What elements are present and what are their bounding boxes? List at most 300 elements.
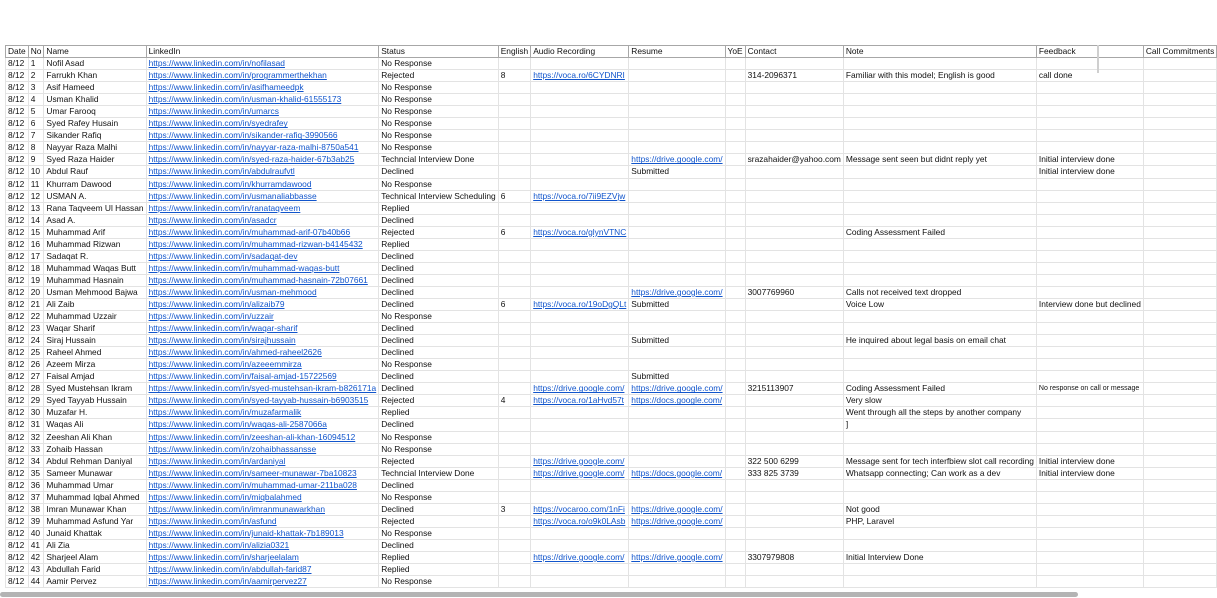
cell-no[interactable]: 42	[28, 551, 44, 563]
cell-no[interactable]: 4	[28, 94, 44, 106]
cell-feedback[interactable]	[1036, 479, 1143, 491]
cell-audio-recording[interactable]	[531, 262, 629, 274]
cell-status[interactable]: Rejected	[379, 226, 499, 238]
cell-yoe[interactable]	[725, 467, 745, 479]
cell-note[interactable]: Initial Interview Done	[843, 551, 1036, 563]
cell-name[interactable]: Sameer Munawar	[44, 467, 146, 479]
cell-note[interactable]	[843, 431, 1036, 443]
cell-english[interactable]	[498, 323, 530, 335]
cell-feedback[interactable]	[1036, 395, 1143, 407]
cell-note[interactable]: Went through all the steps by another company	[843, 407, 1036, 419]
cell-audio-recording[interactable]: https://drive.google.com/	[531, 455, 629, 467]
cell-linkedin[interactable]: https://www.linkedin.com/in/abdullah-farid87	[146, 564, 379, 576]
cell-date[interactable]: 8/12	[6, 551, 29, 563]
cell-linkedin[interactable]: https://www.linkedin.com/in/waqas-ali-2587066a	[146, 419, 379, 431]
cell-name[interactable]: Syed Tayyab Hussain	[44, 395, 146, 407]
cell-status[interactable]: Declined	[379, 503, 499, 515]
cell-linkedin[interactable]: https://www.linkedin.com/in/ardaniyal	[146, 455, 379, 467]
cell-status[interactable]: Replied	[379, 238, 499, 250]
cell-feedback[interactable]: Interview done but declined	[1036, 298, 1143, 310]
cell-resume[interactable]	[629, 576, 725, 588]
cell-english[interactable]	[498, 94, 530, 106]
cell-resume[interactable]	[629, 419, 725, 431]
cell-name[interactable]: Asad A.	[44, 214, 146, 226]
cell-audio-recording[interactable]	[531, 274, 629, 286]
cell-feedback[interactable]: Initial interview done	[1036, 154, 1143, 166]
cell-note[interactable]	[843, 539, 1036, 551]
cell-no[interactable]: 25	[28, 347, 44, 359]
cell-name[interactable]: Muhammad Arif	[44, 226, 146, 238]
cell-name[interactable]: Muzafar H.	[44, 407, 146, 419]
cell-status[interactable]: No Response	[379, 130, 499, 142]
cell-date[interactable]: 8/12	[6, 286, 29, 298]
cell-status[interactable]: Declined	[379, 479, 499, 491]
cell-contact[interactable]	[745, 166, 843, 178]
cell-resume[interactable]	[629, 431, 725, 443]
cell-note[interactable]	[843, 479, 1036, 491]
column-header-linkedin[interactable]: LinkedIn	[146, 46, 379, 58]
cell-linkedin[interactable]: https://www.linkedin.com/in/muhammad-rizwan-b4145432	[146, 238, 379, 250]
cell-call-commitments[interactable]	[1143, 419, 1216, 431]
cell-status[interactable]: Declined	[379, 371, 499, 383]
cell-english[interactable]	[498, 431, 530, 443]
cell-note[interactable]	[843, 250, 1036, 262]
cell-feedback[interactable]	[1036, 551, 1143, 563]
cell-feedback[interactable]: Initial interview done	[1036, 467, 1143, 479]
cell-status[interactable]: Techncial Interview Done	[379, 154, 499, 166]
cell-date[interactable]: 8/12	[6, 106, 29, 118]
cell-yoe[interactable]	[725, 347, 745, 359]
cell-date[interactable]: 8/12	[6, 154, 29, 166]
cell-linkedin[interactable]: https://www.linkedin.com/in/asfund	[146, 515, 379, 527]
cell-call-commitments[interactable]	[1143, 564, 1216, 576]
column-header-english[interactable]: English	[498, 46, 530, 58]
cell-english[interactable]	[498, 407, 530, 419]
cell-date[interactable]: 8/12	[6, 82, 29, 94]
cell-audio-recording[interactable]: https://voca.ro/7ii9EZVjw	[531, 190, 629, 202]
column-header-feedback[interactable]: Feedback	[1036, 46, 1143, 58]
cell-contact[interactable]: 322 500 6299	[745, 455, 843, 467]
cell-note[interactable]: Whatsapp connecting; Can work as a dev	[843, 467, 1036, 479]
cell-no[interactable]: 12	[28, 190, 44, 202]
cell-yoe[interactable]	[725, 202, 745, 214]
cell-yoe[interactable]	[725, 58, 745, 70]
cell-feedback[interactable]	[1036, 274, 1143, 286]
cell-yoe[interactable]	[725, 106, 745, 118]
cell-status[interactable]: No Response	[379, 106, 499, 118]
cell-audio-recording[interactable]	[531, 479, 629, 491]
cell-status[interactable]: Declined	[379, 383, 499, 395]
cell-resume[interactable]: https://drive.google.com/	[629, 286, 725, 298]
cell-feedback[interactable]	[1036, 118, 1143, 130]
cell-english[interactable]	[498, 539, 530, 551]
cell-yoe[interactable]	[725, 286, 745, 298]
cell-resume[interactable]: Submitted	[629, 298, 725, 310]
cell-name[interactable]: Azeem Mirza	[44, 359, 146, 371]
cell-note[interactable]	[843, 214, 1036, 226]
cell-linkedin[interactable]: https://www.linkedin.com/in/faisal-amjad-15722569	[146, 371, 379, 383]
cell-no[interactable]: 8	[28, 142, 44, 154]
cell-name[interactable]: Syed Raza Haider	[44, 154, 146, 166]
cell-note[interactable]	[843, 491, 1036, 503]
cell-status[interactable]: Rejected	[379, 70, 499, 82]
cell-feedback[interactable]	[1036, 202, 1143, 214]
cell-call-commitments[interactable]	[1143, 323, 1216, 335]
cell-name[interactable]: Raheel Ahmed	[44, 347, 146, 359]
cell-audio-recording[interactable]	[531, 142, 629, 154]
cell-name[interactable]: Sharjeel Alam	[44, 551, 146, 563]
cell-status[interactable]: Techncial Interview Done	[379, 467, 499, 479]
cell-call-commitments[interactable]	[1143, 142, 1216, 154]
cell-no[interactable]: 36	[28, 479, 44, 491]
cell-note[interactable]: Not good	[843, 503, 1036, 515]
cell-no[interactable]: 34	[28, 455, 44, 467]
cell-linkedin[interactable]: https://www.linkedin.com/in/sirajhussain	[146, 335, 379, 347]
cell-status[interactable]: No Response	[379, 142, 499, 154]
cell-resume[interactable]	[629, 106, 725, 118]
cell-feedback[interactable]	[1036, 238, 1143, 250]
cell-audio-recording[interactable]: https://drive.google.com/	[531, 467, 629, 479]
cell-linkedin[interactable]: https://www.linkedin.com/in/abdulraufvtl	[146, 166, 379, 178]
column-header-contact[interactable]: Contact	[745, 46, 843, 58]
cell-call-commitments[interactable]	[1143, 431, 1216, 443]
cell-english[interactable]	[498, 178, 530, 190]
cell-resume[interactable]	[629, 118, 725, 130]
cell-no[interactable]: 33	[28, 443, 44, 455]
cell-resume[interactable]: https://drive.google.com/	[629, 383, 725, 395]
cell-resume[interactable]	[629, 347, 725, 359]
cell-feedback[interactable]	[1036, 311, 1143, 323]
cell-feedback[interactable]: No response on call or message	[1036, 383, 1143, 395]
cell-call-commitments[interactable]	[1143, 407, 1216, 419]
cell-call-commitments[interactable]	[1143, 467, 1216, 479]
cell-linkedin[interactable]: https://www.linkedin.com/in/usman-mehmood	[146, 286, 379, 298]
cell-english[interactable]	[498, 154, 530, 166]
column-header-audio-recording[interactable]: Audio Recording	[531, 46, 629, 58]
cell-linkedin[interactable]: https://www.linkedin.com/in/syed-raza-haider-67b3ab25	[146, 154, 379, 166]
cell-resume[interactable]: https://drive.google.com/	[629, 503, 725, 515]
cell-date[interactable]: 8/12	[6, 479, 29, 491]
cell-audio-recording[interactable]	[531, 250, 629, 262]
cell-call-commitments[interactable]	[1143, 359, 1216, 371]
cell-no[interactable]: 35	[28, 467, 44, 479]
cell-name[interactable]: Waqar Sharif	[44, 323, 146, 335]
cell-note[interactable]: Coding Assessment Failed	[843, 383, 1036, 395]
cell-feedback[interactable]	[1036, 190, 1143, 202]
cell-no[interactable]: 29	[28, 395, 44, 407]
cell-status[interactable]: Declined	[379, 286, 499, 298]
cell-note[interactable]	[843, 564, 1036, 576]
cell-no[interactable]: 2	[28, 70, 44, 82]
cell-contact[interactable]	[745, 419, 843, 431]
cell-linkedin[interactable]: https://www.linkedin.com/in/aamirpervez27	[146, 576, 379, 588]
cell-call-commitments[interactable]	[1143, 238, 1216, 250]
cell-name[interactable]: Abdul Rehman Daniyal	[44, 455, 146, 467]
cell-call-commitments[interactable]	[1143, 202, 1216, 214]
cell-english[interactable]	[498, 564, 530, 576]
cell-no[interactable]: 22	[28, 311, 44, 323]
cell-date[interactable]: 8/12	[6, 503, 29, 515]
cell-note[interactable]	[843, 311, 1036, 323]
cell-call-commitments[interactable]	[1143, 130, 1216, 142]
cell-no[interactable]: 19	[28, 274, 44, 286]
cell-feedback[interactable]	[1036, 491, 1143, 503]
cell-no[interactable]: 17	[28, 250, 44, 262]
cell-name[interactable]: Muhammad Waqas Butt	[44, 262, 146, 274]
cell-date[interactable]: 8/12	[6, 70, 29, 82]
cell-resume[interactable]	[629, 214, 725, 226]
cell-english[interactable]	[498, 347, 530, 359]
cell-contact[interactable]	[745, 214, 843, 226]
cell-audio-recording[interactable]: https://vocaroo.com/1nFi	[531, 503, 629, 515]
cell-name[interactable]: Abdul Rauf	[44, 166, 146, 178]
cell-resume[interactable]	[629, 323, 725, 335]
cell-date[interactable]: 8/12	[6, 407, 29, 419]
cell-name[interactable]: Farrukh Khan	[44, 70, 146, 82]
cell-name[interactable]: Muhammad Iqbal Ahmed	[44, 491, 146, 503]
cell-english[interactable]	[498, 238, 530, 250]
cell-linkedin[interactable]: https://www.linkedin.com/in/usman-khalid-61555173	[146, 94, 379, 106]
cell-name[interactable]: Muhammad Asfund Yar	[44, 515, 146, 527]
cell-call-commitments[interactable]	[1143, 395, 1216, 407]
cell-contact[interactable]: 3307979808	[745, 551, 843, 563]
cell-date[interactable]: 8/12	[6, 94, 29, 106]
cell-audio-recording[interactable]	[531, 202, 629, 214]
cell-contact[interactable]	[745, 106, 843, 118]
cell-date[interactable]: 8/12	[6, 347, 29, 359]
cell-audio-recording[interactable]	[531, 238, 629, 250]
cell-audio-recording[interactable]	[531, 118, 629, 130]
cell-contact[interactable]: 3215113907	[745, 383, 843, 395]
cell-note[interactable]	[843, 238, 1036, 250]
cell-status[interactable]: Rejected	[379, 515, 499, 527]
cell-status[interactable]: Declined	[379, 347, 499, 359]
cell-name[interactable]: Muhammad Umar	[44, 479, 146, 491]
column-header-yoe[interactable]: YoE	[725, 46, 745, 58]
cell-yoe[interactable]	[725, 274, 745, 286]
cell-contact[interactable]	[745, 94, 843, 106]
cell-feedback[interactable]	[1036, 106, 1143, 118]
cell-call-commitments[interactable]	[1143, 286, 1216, 298]
cell-resume[interactable]: https://drive.google.com/	[629, 154, 725, 166]
cell-feedback[interactable]	[1036, 371, 1143, 383]
cell-feedback[interactable]	[1036, 359, 1143, 371]
cell-status[interactable]: No Response	[379, 58, 499, 70]
cell-feedback[interactable]	[1036, 443, 1143, 455]
cell-no[interactable]: 13	[28, 202, 44, 214]
cell-english[interactable]	[498, 118, 530, 130]
cell-yoe[interactable]	[725, 407, 745, 419]
cell-status[interactable]: No Response	[379, 118, 499, 130]
cell-name[interactable]: Siraj Hussain	[44, 335, 146, 347]
cell-note[interactable]	[843, 274, 1036, 286]
cell-english[interactable]	[498, 335, 530, 347]
cell-yoe[interactable]	[725, 564, 745, 576]
cell-feedback[interactable]: Initial interview done	[1036, 455, 1143, 467]
cell-status[interactable]: Declined	[379, 274, 499, 286]
cell-status[interactable]: Technical Interview Scheduling	[379, 190, 499, 202]
cell-linkedin[interactable]: https://www.linkedin.com/in/syedrafey	[146, 118, 379, 130]
cell-audio-recording[interactable]	[531, 443, 629, 455]
cell-resume[interactable]	[629, 359, 725, 371]
cell-date[interactable]: 8/12	[6, 202, 29, 214]
cell-date[interactable]: 8/12	[6, 395, 29, 407]
cell-yoe[interactable]	[725, 214, 745, 226]
cell-date[interactable]: 8/12	[6, 359, 29, 371]
cell-resume[interactable]	[629, 58, 725, 70]
cell-yoe[interactable]	[725, 238, 745, 250]
cell-status[interactable]: No Response	[379, 178, 499, 190]
cell-date[interactable]: 8/12	[6, 190, 29, 202]
cell-resume[interactable]	[629, 407, 725, 419]
cell-feedback[interactable]	[1036, 515, 1143, 527]
cell-feedback[interactable]	[1036, 335, 1143, 347]
cell-yoe[interactable]	[725, 130, 745, 142]
cell-call-commitments[interactable]	[1143, 551, 1216, 563]
cell-contact[interactable]	[745, 359, 843, 371]
cell-name[interactable]: Usman Khalid	[44, 94, 146, 106]
cell-linkedin[interactable]: https://www.linkedin.com/in/usmanaliabbasse	[146, 190, 379, 202]
cell-contact[interactable]: srazahaider@yahoo.com	[745, 154, 843, 166]
cell-name[interactable]: Usman Mehmood Bajwa	[44, 286, 146, 298]
cell-no[interactable]: 7	[28, 130, 44, 142]
cell-name[interactable]: USMAN A.	[44, 190, 146, 202]
cell-no[interactable]: 18	[28, 262, 44, 274]
cell-resume[interactable]	[629, 82, 725, 94]
cell-audio-recording[interactable]	[531, 491, 629, 503]
cell-contact[interactable]	[745, 178, 843, 190]
cell-call-commitments[interactable]	[1143, 58, 1216, 70]
cell-resume[interactable]	[629, 527, 725, 539]
cell-date[interactable]: 8/12	[6, 383, 29, 395]
cell-call-commitments[interactable]	[1143, 491, 1216, 503]
cell-audio-recording[interactable]	[531, 371, 629, 383]
cell-call-commitments[interactable]	[1143, 166, 1216, 178]
cell-audio-recording[interactable]: https://voca.ro/o9k0LAsb	[531, 515, 629, 527]
cell-yoe[interactable]	[725, 503, 745, 515]
cell-yoe[interactable]	[725, 94, 745, 106]
cell-english[interactable]	[498, 467, 530, 479]
cell-note[interactable]	[843, 58, 1036, 70]
cell-call-commitments[interactable]	[1143, 298, 1216, 310]
cell-note[interactable]	[843, 202, 1036, 214]
cell-call-commitments[interactable]	[1143, 106, 1216, 118]
cell-note[interactable]	[843, 82, 1036, 94]
cell-audio-recording[interactable]	[531, 359, 629, 371]
cell-resume[interactable]: https://docs.google.com/	[629, 395, 725, 407]
cell-name[interactable]: Ali Zia	[44, 539, 146, 551]
cell-status[interactable]: No Response	[379, 94, 499, 106]
cell-no[interactable]: 38	[28, 503, 44, 515]
cell-contact[interactable]	[745, 347, 843, 359]
cell-audio-recording[interactable]	[531, 82, 629, 94]
cell-call-commitments[interactable]	[1143, 154, 1216, 166]
cell-yoe[interactable]	[725, 527, 745, 539]
cell-no[interactable]: 30	[28, 407, 44, 419]
cell-status[interactable]: Rejected	[379, 395, 499, 407]
cell-name[interactable]: Khurram Dawood	[44, 178, 146, 190]
cell-yoe[interactable]	[725, 250, 745, 262]
cell-english[interactable]	[498, 455, 530, 467]
cell-call-commitments[interactable]	[1143, 118, 1216, 130]
cell-note[interactable]	[843, 190, 1036, 202]
cell-yoe[interactable]	[725, 70, 745, 82]
cell-name[interactable]: Muhammad Rizwan	[44, 238, 146, 250]
cell-name[interactable]: Asif Hameed	[44, 82, 146, 94]
cell-no[interactable]: 23	[28, 323, 44, 335]
cell-call-commitments[interactable]	[1143, 94, 1216, 106]
cell-status[interactable]: Declined	[379, 298, 499, 310]
cell-name[interactable]: Nayyar Raza Malhi	[44, 142, 146, 154]
cell-contact[interactable]: 314-2096371	[745, 70, 843, 82]
cell-audio-recording[interactable]	[531, 58, 629, 70]
cell-linkedin[interactable]: https://www.linkedin.com/in/ahmed-raheel2626	[146, 347, 379, 359]
cell-feedback[interactable]	[1036, 564, 1143, 576]
cell-note[interactable]	[843, 323, 1036, 335]
cell-feedback[interactable]	[1036, 503, 1143, 515]
cell-date[interactable]: 8/12	[6, 491, 29, 503]
cell-english[interactable]: 8	[498, 70, 530, 82]
cell-no[interactable]: 26	[28, 359, 44, 371]
cell-yoe[interactable]	[725, 262, 745, 274]
cell-contact[interactable]	[745, 226, 843, 238]
cell-english[interactable]	[498, 551, 530, 563]
cell-yoe[interactable]	[725, 359, 745, 371]
cell-linkedin[interactable]: https://www.linkedin.com/in/khurramdawood	[146, 178, 379, 190]
cell-name[interactable]: Zohaib Hassan	[44, 443, 146, 455]
cell-status[interactable]: Declined	[379, 539, 499, 551]
cell-contact[interactable]	[745, 298, 843, 310]
cell-no[interactable]: 9	[28, 154, 44, 166]
column-header-call-commitments[interactable]: Call Commitments	[1143, 46, 1216, 58]
cell-note[interactable]: Coding Assessment Failed	[843, 226, 1036, 238]
cell-resume[interactable]	[629, 190, 725, 202]
cell-feedback[interactable]	[1036, 178, 1143, 190]
cell-note[interactable]	[843, 118, 1036, 130]
cell-english[interactable]	[498, 383, 530, 395]
cell-note[interactable]	[843, 106, 1036, 118]
cell-date[interactable]: 8/12	[6, 576, 29, 588]
cell-yoe[interactable]	[725, 551, 745, 563]
cell-audio-recording[interactable]	[531, 539, 629, 551]
cell-linkedin[interactable]: https://www.linkedin.com/in/muzafarmalik	[146, 407, 379, 419]
cell-date[interactable]: 8/12	[6, 274, 29, 286]
cell-linkedin[interactable]: https://www.linkedin.com/in/zohaibhassansse	[146, 443, 379, 455]
cell-feedback[interactable]: Initial interview done	[1036, 166, 1143, 178]
cell-call-commitments[interactable]	[1143, 311, 1216, 323]
cell-audio-recording[interactable]	[531, 431, 629, 443]
cell-linkedin[interactable]: https://www.linkedin.com/in/umarcs	[146, 106, 379, 118]
cell-status[interactable]: Declined	[379, 166, 499, 178]
cell-date[interactable]: 8/12	[6, 178, 29, 190]
cell-yoe[interactable]	[725, 226, 745, 238]
cell-no[interactable]: 41	[28, 539, 44, 551]
cell-linkedin[interactable]: https://www.linkedin.com/in/uzzair	[146, 311, 379, 323]
cell-feedback[interactable]: call done	[1036, 70, 1143, 82]
cell-status[interactable]: No Response	[379, 311, 499, 323]
cell-feedback[interactable]	[1036, 94, 1143, 106]
cell-note[interactable]	[843, 178, 1036, 190]
cell-status[interactable]: No Response	[379, 359, 499, 371]
cell-english[interactable]: 3	[498, 503, 530, 515]
cell-date[interactable]: 8/12	[6, 214, 29, 226]
cell-audio-recording[interactable]	[531, 94, 629, 106]
cell-call-commitments[interactable]	[1143, 190, 1216, 202]
cell-resume[interactable]	[629, 94, 725, 106]
cell-yoe[interactable]	[725, 311, 745, 323]
cell-audio-recording[interactable]: https://voca.ro/6CYDNRI	[531, 70, 629, 82]
cell-status[interactable]: Replied	[379, 407, 499, 419]
